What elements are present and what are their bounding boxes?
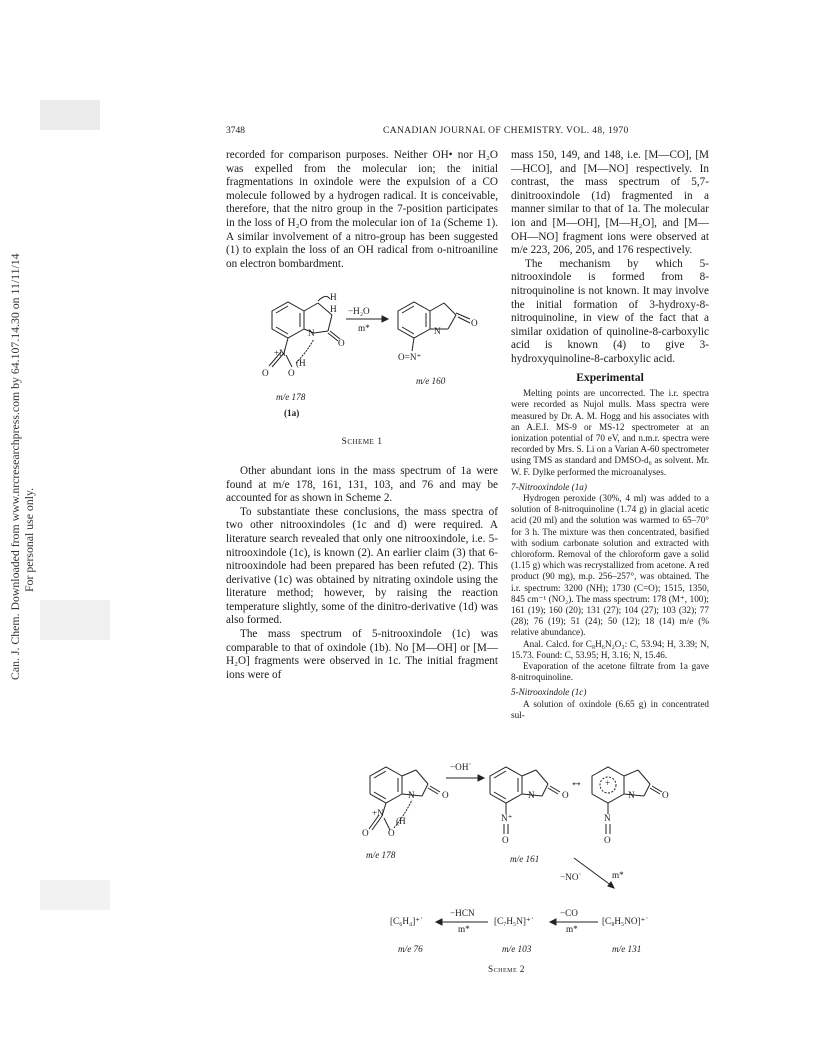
- scheme2-mass-103: m/e 103: [502, 944, 532, 954]
- scan-artifact: [40, 880, 110, 910]
- scheme-2-caption: Scheme 2: [488, 964, 526, 974]
- paragraph: recorded for comparison purposes. Neither OH• nor H₂O was expelled from the molecular ion; the initial fragmentations in oxindole were the expulsion of a CO molecule followed by a hydrogen radical. It is conceivable, therefore, that the nitro group in the 7-position participates in the loss of H₂O from the molecular ion of 1a (Scheme 1). A similar involvement of a nitro-group has been suggested (1) to explain the loss of an OH radical from o-nitroaniline on electron bombardment.: [226, 149, 498, 270]
- scheme2-ion-c7h5n: [C₇H₅N]⁺˙: [494, 916, 534, 926]
- scheme-1: [226, 279, 498, 433]
- scheme2-atom-O: O: [442, 790, 449, 800]
- running-header: [226, 126, 709, 140]
- scheme2-loss-hcn: −HCN: [450, 908, 475, 918]
- paragraph: Anal. Calcd. for C₈H₆N₂O₃: C, 53.94; H, 3.39; N, 15.73. Found: C, 53.95; H, 3.16; N, 15.46.: [511, 638, 709, 660]
- scheme2-atom-H: (H: [396, 816, 406, 826]
- right-column: [511, 149, 709, 721]
- scheme2-atom-plus: +: [605, 778, 611, 788]
- paragraph: mass 150, 149, and 148, i.e. [M—CO], [M—HCO], and [M—NO] respectively. In contrast, the mass spectrum of 5,7-dinitrooxindole (1d) fragmented in a manner similar to that of 1a. The molecular ion and [M—OH], [M—H₂O], and [M—OH—NO] fragment ions were observed at m/e 223, 206, 205, and 176 respectively.: [511, 149, 709, 257]
- journal-title: CANADIAN JOURNAL OF CHEMISTRY. VOL. 48, 1970: [383, 126, 629, 136]
- paragraph: Evaporation of the acetone filtrate from 1a gave 8-nitroquinoline.: [511, 660, 709, 683]
- scheme2-loss-co: −CO: [560, 908, 578, 918]
- scheme1-atom-O: O: [471, 318, 478, 329]
- scheme2-ion-c8h5no: [C₈H₅NO]⁺˙: [602, 916, 649, 926]
- scheme2-atom-Nplus: N⁺: [501, 813, 513, 823]
- scan-artifact: [40, 100, 100, 130]
- scheme2-mstar: m*: [566, 924, 578, 934]
- paragraph: The mechanism by which 5-nitrooxindole is formed from 8-nitroquinoline is not known. It may involve the initial formation of 3-hydroxy-8-nitroquinoline, in view of the fact that a similar oxidation of quinoline-8-carboxylic acid is known (4) to give 3-hydroxyquinoline-8-carboxylic acid.: [511, 257, 709, 365]
- paragraph: Hydrogen peroxide (30%, 4 ml) was added to a solution of 8-nitroquinoline (1.74 g) in glacial acetic acid (20 ml) and the solution was warmed to 65–70° for 3 h. The mixture was then concentrated, basified with sodium carbonate solution and extracted with chloroform. Removal of the chloroform gave a solid (1.15 g) which was recrystallized from acetone. A red product (90 mg), m.p. 256–257°, was obtained. The i.r. spectrum: 3200 (NH); 1730 (C=O); 1515, 1350, 845 cm⁻¹ (NO₂). The mass spectrum: 178 (M⁺, 100); 161 (19); 160 (20); 131 (27); 104 (27); 103 (32); 77 (28); 76 (19); 51 (24); 50 (12); 18 (14) m/e (% relative abundance).: [511, 492, 709, 638]
- scheme2-atom-O: O: [388, 828, 395, 838]
- scheme1-left-mass: m/e 178: [276, 392, 306, 403]
- scheme2-atom-N: N: [408, 790, 415, 800]
- scheme1-atom-NO: O=N⁺: [398, 352, 422, 363]
- scheme1-atom-H: (H: [296, 358, 306, 369]
- scheme2-atom-Nplus: +N: [372, 808, 384, 818]
- scheme2-atom-N: N: [528, 790, 535, 800]
- paragraph: The mass spectrum of 5-nitrooxindole (1c) was comparable to that of oxindole (1b). No [M—OH] or [M—H₂O] fragments were observed in 1c. The initial fragment ions were of: [226, 628, 498, 681]
- scheme-1-structures: [226, 279, 498, 433]
- scan-artifact: [40, 600, 110, 640]
- subheading: 7-Nitrooxindole (1a): [511, 481, 587, 492]
- scheme-2: [360, 758, 680, 1008]
- scheme2-atom-O: O: [562, 790, 569, 800]
- scheme1-right-mass: m/e 160: [416, 376, 446, 387]
- scheme2-mass-178: m/e 178: [366, 850, 396, 860]
- scheme1-atom-H: H: [330, 292, 337, 303]
- scheme1-arrow-mstar: m*: [358, 323, 370, 334]
- scheme2-ion-c6h4: [C₆H₄]⁺˙: [390, 916, 424, 926]
- scheme-1-caption: Scheme 1: [341, 436, 383, 448]
- page-number: 3748: [226, 126, 245, 136]
- scheme2-atom-O: O: [362, 828, 369, 838]
- scheme2-arrow-label: −OH˙: [450, 762, 472, 772]
- scheme1-atom-O: O: [288, 368, 295, 379]
- paragraph: To substantiate these conclusions, the mass spectra of two other nitrooxindoles (1c and d) were required. A literature search revealed that only one nitrooxindole, i.e. 5-nitrooxindole (1c), is known (2). An earlier claim (3) that 6-nitrooxindole had been prepared has been refuted (2). This derivative (1c) was obtained by nitrating oxindole using the literature method; however, by raising the reaction temperature slightly, some of the dinitro-derivative (1d) was also formed.: [226, 505, 498, 627]
- scheme1-atom-H: H: [330, 304, 337, 315]
- subheading: 5-Nitrooxindole (1c): [511, 687, 587, 698]
- section-heading-experimental: Experimental: [576, 370, 644, 384]
- scheme2-atom-O: O: [604, 835, 611, 845]
- scheme1-atom-N: N: [434, 326, 441, 337]
- scheme2-mstar: m*: [458, 924, 470, 934]
- scheme2-mass-131: m/e 131: [612, 944, 642, 954]
- scheme1-atom-O: O: [338, 338, 345, 349]
- scheme2-atom-N: N: [628, 790, 635, 800]
- download-note: [2, 253, 42, 680]
- scheme1-atom-Nplus: +N: [274, 348, 286, 359]
- scheme1-atom-N: N: [308, 328, 315, 339]
- scheme2-loss-no: −NO˙: [560, 872, 582, 882]
- scheme2-loss-no-mstar: m*: [612, 870, 624, 880]
- scheme2-mass-76: m/e 76: [398, 944, 423, 954]
- experimental-section: [511, 388, 709, 721]
- scheme1-arrow-label: −H₂O: [348, 306, 370, 317]
- left-column: [226, 149, 498, 682]
- paragraph: A solution of oxindole (6.65 g) in concentrated sul-: [511, 698, 709, 720]
- scheme2-atom-O: O: [662, 790, 669, 800]
- scheme2-atom-O: O: [502, 835, 509, 845]
- download-note-line1: Can. J. Chem. Downloaded from www.nrcresearchpress.com by 64.107.14.30 on 11/11/14: [8, 253, 22, 680]
- scheme2-atom-N: N: [604, 813, 611, 823]
- paragraph: Other abundant ions in the mass spectrum of 1a were found at m/e 178, 161, 131, 103, and 76 and may be accounted for as shown in Scheme 2.: [226, 464, 498, 505]
- scheme1-atom-O: O: [262, 368, 269, 379]
- scheme1-left-id: (1a): [284, 408, 300, 419]
- scheme2-mass-161: m/e 161: [510, 854, 540, 864]
- download-note-line2: For personal use only.: [22, 487, 36, 592]
- scheme2-resonance-arrow: ↔: [570, 774, 583, 789]
- paragraph: Melting points are uncorrected. The i.r. spectra were recorded as Nujol mulls. Mass spectra were measured by Dr. A. M. Hogg and his associates with an A.E.I. MS-9 or MS-12 spectrometer at an ionization potential of 70 eV, and n.m.r. spectra were recorded by Mrs. S. Li on a Varian A-60 spectrometer using TMS as standard and DMSO-d₆ as solvent. Mr. W. F. Dylke performed the microanalyses.: [511, 388, 709, 477]
